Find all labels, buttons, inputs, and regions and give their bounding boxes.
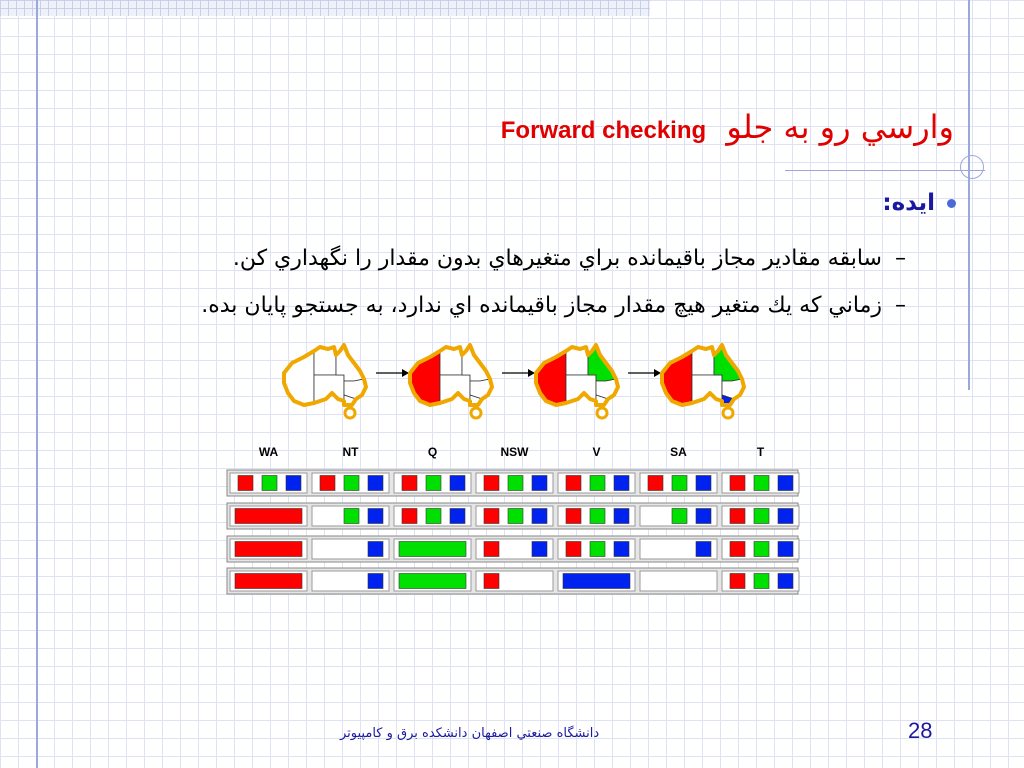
domain-value-green — [426, 509, 441, 524]
domain-value-blue — [614, 476, 629, 491]
domain-value-blue — [532, 509, 547, 524]
domain-value-green — [590, 476, 605, 491]
domain-table — [225, 440, 800, 600]
column-header-nsw: NSW — [500, 445, 529, 459]
sub-bullet-1 — [86, 238, 906, 280]
domain-value-green — [754, 509, 769, 524]
domain-value-green — [262, 476, 277, 491]
arrow-right-icon — [402, 369, 409, 377]
decorative-circle — [960, 155, 984, 179]
domain-value-green — [590, 509, 605, 524]
map-tasmania — [723, 408, 733, 418]
australia-map-4 — [662, 345, 744, 418]
domain-value-green — [754, 542, 769, 557]
australia-maps-svg — [280, 340, 750, 420]
domain-value-blue — [368, 542, 383, 557]
bullet-dot-icon — [947, 199, 956, 208]
domain-value-blue — [368, 574, 383, 589]
domain-value-red — [238, 476, 253, 491]
right-decorative-line — [968, 0, 970, 390]
domain-value-blue — [778, 476, 793, 491]
domain-value-green — [508, 509, 523, 524]
domain-value-green — [590, 542, 605, 557]
map-tasmania — [597, 408, 607, 418]
australia-map-1 — [284, 345, 366, 418]
slide-title-english: Forward checking — [500, 117, 707, 144]
domain-value-blue — [368, 509, 383, 524]
domain-value-green — [754, 574, 769, 589]
arrow-right-icon — [654, 369, 661, 377]
domain-value-red — [402, 476, 417, 491]
domain-value-red — [730, 542, 745, 557]
domain-cell-sa — [640, 571, 717, 591]
domain-value-blue — [286, 476, 301, 491]
bullet-idea-label: ايده: — [882, 190, 935, 216]
domain-value-green — [754, 476, 769, 491]
domain-value-green — [508, 476, 523, 491]
dash-icon: – — [895, 293, 906, 318]
domain-value-blue — [450, 476, 465, 491]
domain-value-green — [399, 542, 466, 557]
domain-value-green — [426, 476, 441, 491]
domain-value-green — [344, 476, 359, 491]
domain-value-blue — [778, 509, 793, 524]
sub-bullet-2 — [106, 285, 906, 327]
australia-map-3 — [536, 345, 618, 418]
domain-value-blue — [696, 509, 711, 524]
left-decorative-line — [36, 0, 38, 768]
domain-table-svg — [225, 440, 800, 600]
domain-value-red — [730, 574, 745, 589]
column-header-q: Q — [427, 445, 438, 459]
domain-value-blue — [696, 542, 711, 557]
domain-value-blue — [778, 542, 793, 557]
dash-icon: – — [895, 246, 906, 271]
domain-value-red — [235, 509, 302, 524]
domain-value-blue — [614, 509, 629, 524]
domain-value-green — [399, 574, 466, 589]
domain-value-red — [484, 509, 499, 524]
domain-value-red — [235, 574, 302, 589]
column-header-nt: NT — [342, 445, 359, 459]
domain-value-blue — [532, 476, 547, 491]
domain-value-red — [320, 476, 335, 491]
slide-title — [501, 108, 954, 146]
column-header-wa: WA — [258, 445, 279, 459]
domain-value-red — [566, 509, 581, 524]
domain-value-red — [730, 509, 745, 524]
domain-value-red — [484, 542, 499, 557]
domain-value-blue — [778, 574, 793, 589]
domain-value-red — [566, 476, 581, 491]
column-header-t: T — [756, 445, 765, 459]
bullet-idea — [882, 190, 956, 216]
column-header-sa: SA — [670, 445, 687, 459]
arrow-right-icon — [528, 369, 535, 377]
horizontal-decorative-line — [785, 170, 985, 171]
domain-value-blue — [532, 542, 547, 557]
domain-value-red — [566, 542, 581, 557]
sub-bullet-2-text: زماني كه يك متغير هيچ مقدار مجاز باقيمانده اي ندارد، به جستجو پايان بده. — [201, 293, 882, 318]
domain-value-red — [402, 509, 417, 524]
column-header-v: V — [592, 445, 601, 459]
domain-value-green — [672, 476, 687, 491]
domain-value-red — [235, 542, 302, 557]
domain-value-red — [730, 476, 745, 491]
domain-value-blue — [614, 542, 629, 557]
domain-value-blue — [563, 574, 630, 589]
domain-value-green — [344, 509, 359, 524]
top-grid-band — [0, 0, 650, 16]
slide-title-persian: وارسي رو به جلو — [726, 108, 954, 146]
domain-value-blue — [450, 509, 465, 524]
domain-value-red — [648, 476, 663, 491]
page-number: 28 — [908, 718, 933, 743]
australia-map-2 — [410, 345, 492, 418]
domain-value-blue — [368, 476, 383, 491]
australia-maps-sequence — [280, 340, 750, 420]
domain-value-red — [484, 476, 499, 491]
domain-value-green — [672, 509, 687, 524]
map-tasmania — [345, 408, 355, 418]
domain-value-red — [484, 574, 499, 589]
map-tasmania — [471, 408, 481, 418]
footer-institution: دانشگاه صنعتي اصفهان دانشكده برق و كامپيوتر — [340, 726, 600, 741]
sub-bullet-1-text: سابقه مقادير مجاز باقيمانده براي متغيرهاي بدون مقدار را نگهداري كن. — [232, 246, 882, 271]
domain-value-blue — [696, 476, 711, 491]
